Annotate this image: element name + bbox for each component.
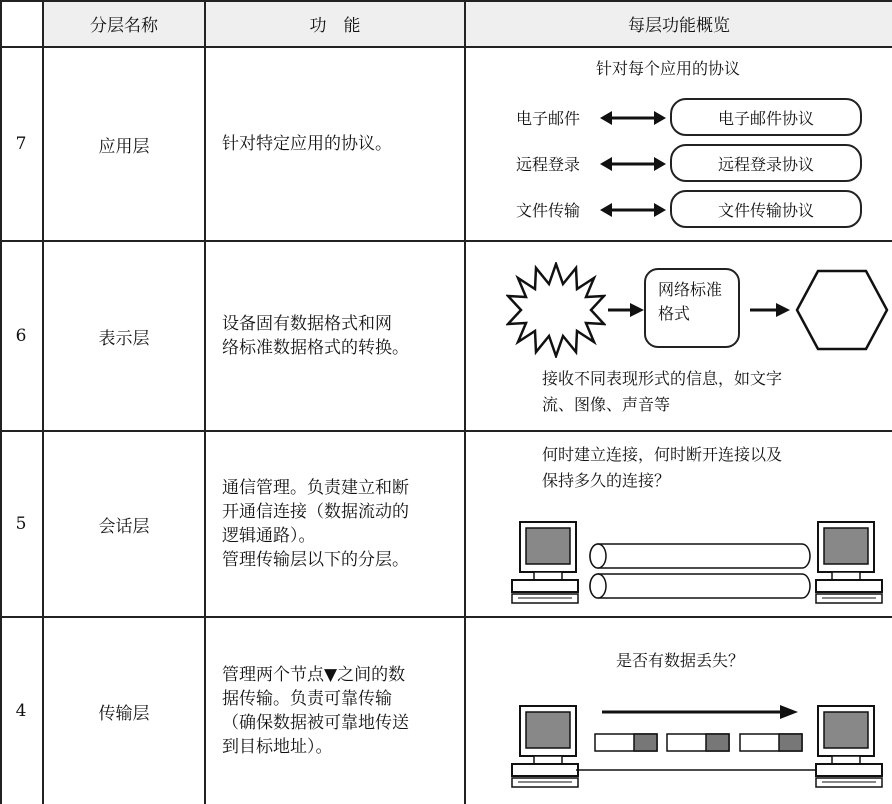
- starburst-icon: [506, 262, 606, 358]
- application-layer-overview: [466, 48, 892, 240]
- transport-layer-overview: [466, 618, 892, 804]
- connection-pipes: [588, 540, 812, 602]
- data-packets: [594, 732, 804, 754]
- overview-caption: 是否有数据丢失？: [616, 651, 745, 670]
- app-label: 电子邮件: [516, 109, 581, 128]
- layer-number: 7: [15, 134, 27, 154]
- app-label: 远程登录: [516, 155, 581, 174]
- layer-number: 6: [15, 326, 27, 346]
- overview-caption: 接收不同表现形式的信息，如文字 流、图像、声音等: [542, 369, 783, 414]
- layer-function: 管理两个节点▼之间的数 据传输。负责可靠传输 （确保数据被可靠地传送 到目标地址）。: [222, 665, 409, 757]
- hexagon-icon: [794, 268, 890, 352]
- double-arrow-icon: [600, 200, 666, 220]
- header-function: 功 能: [206, 0, 464, 46]
- double-arrow-icon: [600, 154, 666, 174]
- standard-format-box: 网络标准 格式: [644, 268, 740, 348]
- presentation-layer-overview: [466, 242, 892, 430]
- layer-name: 应用层: [98, 136, 150, 157]
- protocol-pill: 远程登录协议: [670, 144, 862, 182]
- session-layer-overview: [466, 432, 892, 616]
- computer-icon: [814, 520, 884, 606]
- arrow-right-icon: [608, 300, 644, 320]
- layer-number: 4: [15, 701, 27, 721]
- column-divider: [204, 0, 206, 804]
- link-line: [576, 768, 816, 772]
- layer-name: 会话层: [98, 516, 150, 537]
- overview-title: 针对每个应用的协议: [596, 59, 741, 78]
- layer-function: 通信管理。负责建立和断 开通信连接（数据流动的 逻辑通路）。 管理传输层以下的分层。: [222, 478, 409, 570]
- header-layer-name: 分层名称: [44, 0, 204, 46]
- header-overview: 每层功能概览: [466, 0, 892, 46]
- computer-icon: [510, 704, 580, 790]
- table-border-top: [0, 0, 892, 2]
- layer-name: 传输层: [98, 703, 150, 724]
- arrow-right-icon: [750, 300, 790, 320]
- layer-function: 设备固有数据格式和网 络标准数据格式的转换。: [222, 314, 409, 358]
- protocol-pill: 文件传输协议: [670, 190, 862, 228]
- app-label: 文件传输: [516, 201, 581, 220]
- computer-icon: [814, 704, 884, 790]
- layer-number: 5: [15, 514, 27, 534]
- protocol-pill: 电子邮件协议: [670, 98, 862, 136]
- overview-caption: 何时建立连接，何时断开连接以及 保持多久的连接？: [542, 445, 783, 490]
- computer-icon: [510, 520, 580, 606]
- arrow-right-icon: [602, 702, 798, 722]
- layer-name: 表示层: [98, 328, 150, 349]
- layer-function: 针对特定应用的协议。: [222, 134, 392, 154]
- double-arrow-icon: [600, 108, 666, 128]
